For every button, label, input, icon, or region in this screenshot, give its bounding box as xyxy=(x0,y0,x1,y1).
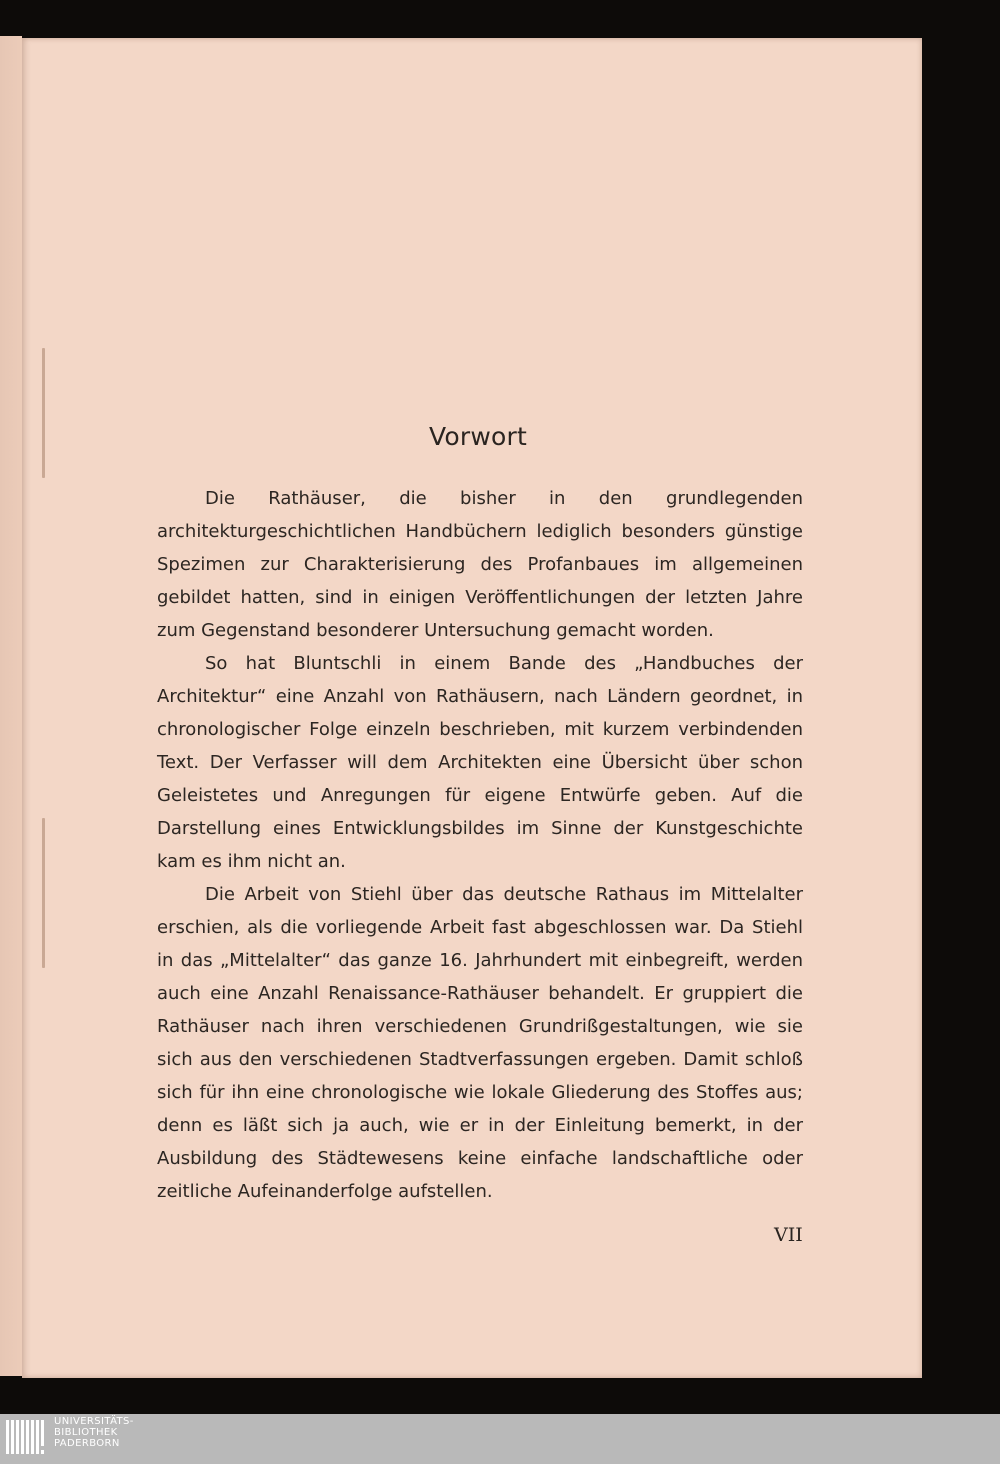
library-logo-icon xyxy=(6,1418,46,1460)
binding-stitch xyxy=(42,818,45,968)
binding-stitch xyxy=(42,348,45,478)
library-name-line: BIBLIOTHEK xyxy=(54,1427,118,1438)
page-title: Vorwort xyxy=(429,422,527,451)
library-name-line: PADERBORN xyxy=(54,1438,120,1449)
paragraph: Die Rathäuser, die bisher in den grundlegenden architekturgeschichtlichen Handbüchern lediglich besonders günstige Spezimen zur Charakterisierung des Profanbaues im allgemeinen gebildet hatten, sind in einigen Veröffentlichungen der letzten Jahre zum Gegenstand besonderer Untersuchung gemacht worden. xyxy=(157,488,803,641)
paragraph: So hat Bluntschli in einem Bande des „Handbuches der Architektur“ eine Anzahl von Rathäusern, nach Ländern geordnet, in chronologischer Folge einzeln beschrieben, mit kurzem verbindenden Text. Der Verfasser will dem Architekten eine Übersicht über schon Geleistetes und Anregungen für eigene Entwürfe geben. Auf die Darstellung eines Entwicklungsbildes im Sinne der Kunstgeschichte kam es ihm nicht an. xyxy=(157,653,803,872)
page-edge xyxy=(0,36,22,1376)
paragraph: Die Arbeit von Stiehl über das deutsche Rathaus im Mittelalter erschien, als die vorliegende Arbeit fast abgeschlossen war. Da Stiehl in das „Mittelalter“ das ganze 16. Jahrhundert mit einbegreift, werden auch eine Anzahl Renaissance-Rathäuser behandelt. Er gruppiert die Rathäuser nach ihren verschiedenen Grundrißgestaltungen, wie sie sich aus den verschiedenen Stadtverfassungen ergeben. Damit schloß sich für ihn eine chronologische wie lokale Gliederung des Stoffes aus; denn es läßt sich ja auch, wie er in der Einleitung bemerkt, in der Ausbildung des Städtewesens keine einfache landschaftliche oder zeitliche Aufeinanderfolge aufstellen. xyxy=(157,884,803,1202)
body-text xyxy=(157,482,803,1208)
footer-bar xyxy=(0,1414,1000,1464)
book-page xyxy=(22,38,922,1378)
library-name-line: UNIVERSITÄTS- xyxy=(54,1416,134,1427)
library-name xyxy=(54,1416,134,1449)
page-number: VII xyxy=(774,1224,803,1246)
